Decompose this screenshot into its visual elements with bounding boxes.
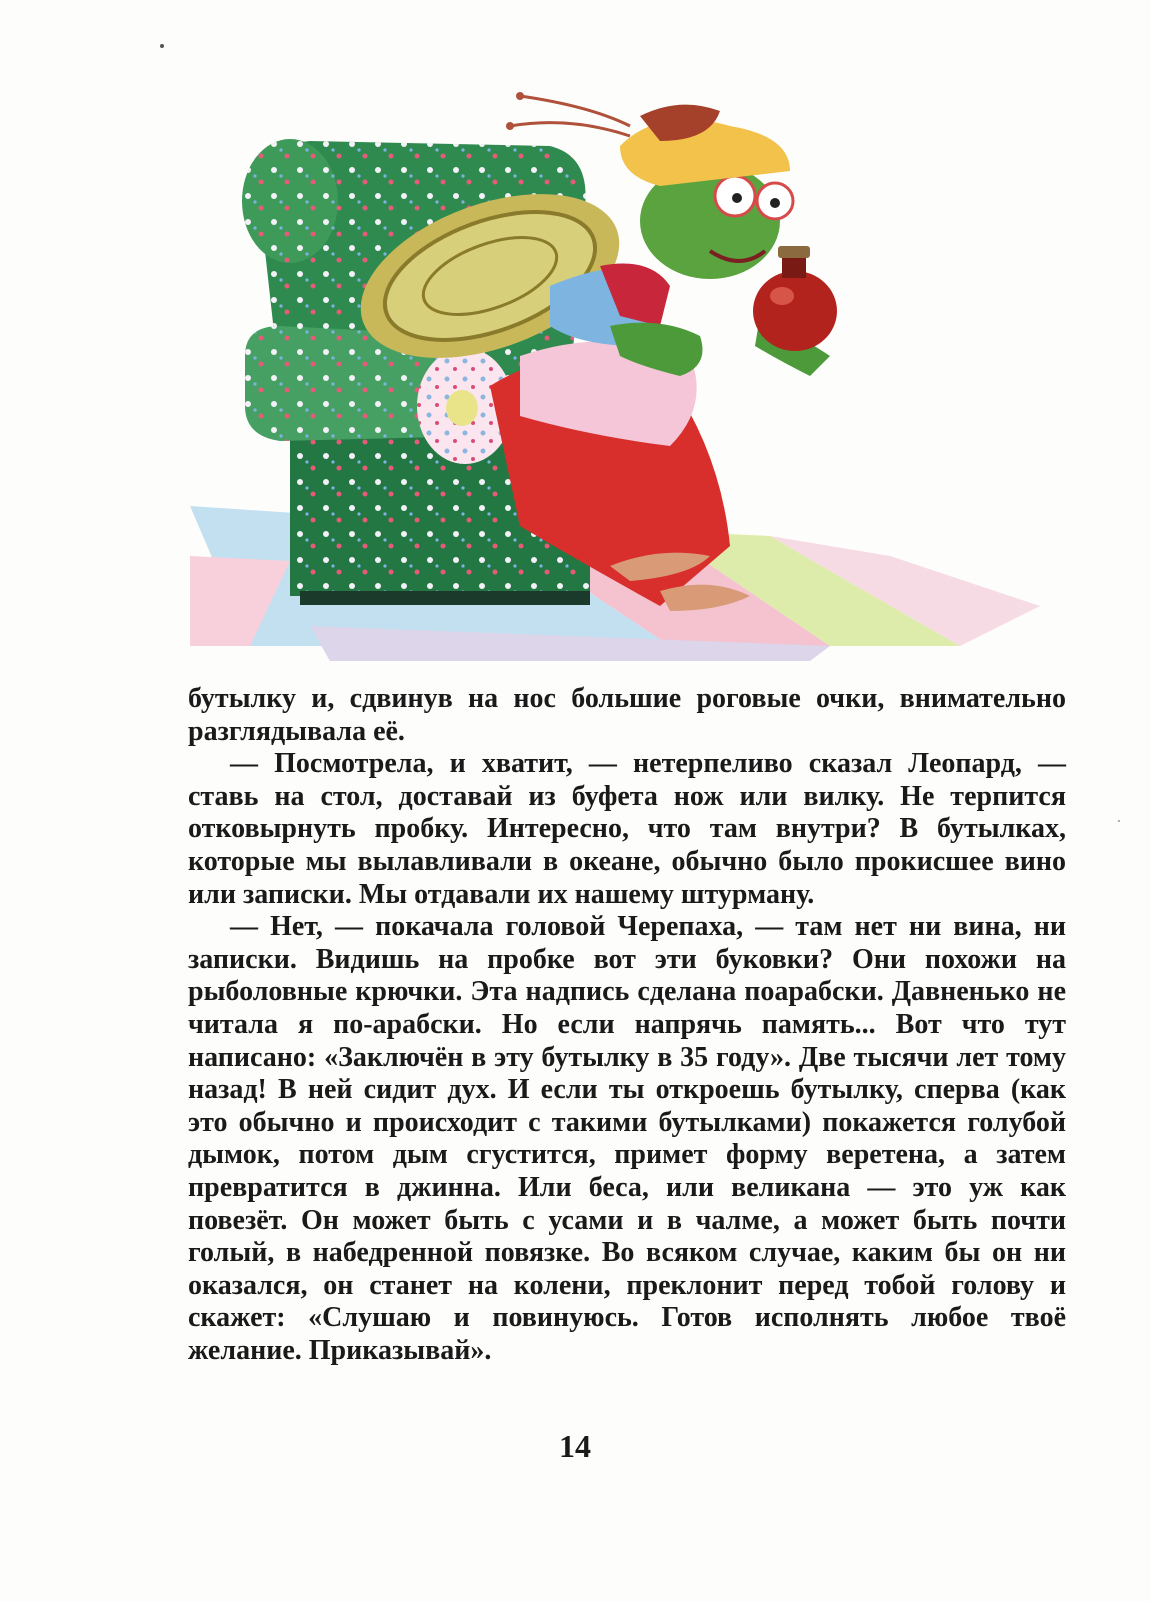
- turtle-in-armchair-illustration: [190, 86, 1050, 666]
- page-speck: [160, 44, 164, 48]
- story-text: [188, 683, 1066, 1367]
- page-speck: [1118, 820, 1120, 822]
- paragraph-2: — Посмотрела, и хватит, — нетерпеливо сказал Леопард, — ставь на стол, доставай из буфета нож или вилку. Не терпится отковырнуть пробку. Интересно, что там внутри? В бутылках, которые мы вылавливали в океане, обычно было прокисшее вино или записки. Мы отдавали их нашему штурману.: [188, 748, 1066, 910]
- red-bottle: [753, 246, 837, 351]
- paragraph-1: бутылку и, сдвинув на нос большие роговые очки, внимательно разглядывала её.: [188, 683, 1066, 747]
- paragraph-3: — Нет, — покачала головой Черепаха, — там нет ни вина, ни записки. Видишь на пробке вот эти буковки? Они похожи на рыболовные крючки. Эта надпись сделана поарабски. Давненько не читала я по-арабски. Но если напрячь память... Вот что тут написано: «Заключён в эту бутылку в 35 году». Две тысячи лет тому назад! В ней сидит дух. И если ты откроешь бутылку, сперва (как это обычно и происходит с такими бутылками) покажется голубой дымок, потом дым сгустится, примет форму веретена, а затем превратится в джинна. Или беса, или великана — это уж как повезёт. Он может быть с усами и в чалме, а может быть почти голый, в набедренной повязке. Во всяком случае, каким бы он ни оказался, он станет на колени, преклонит перед тобой голову и скажет: «Слушаю и повинуюсь. Готов исполнять любое твоё желание. Приказывай».: [188, 911, 1066, 1366]
- page-number: 14: [559, 1428, 591, 1464]
